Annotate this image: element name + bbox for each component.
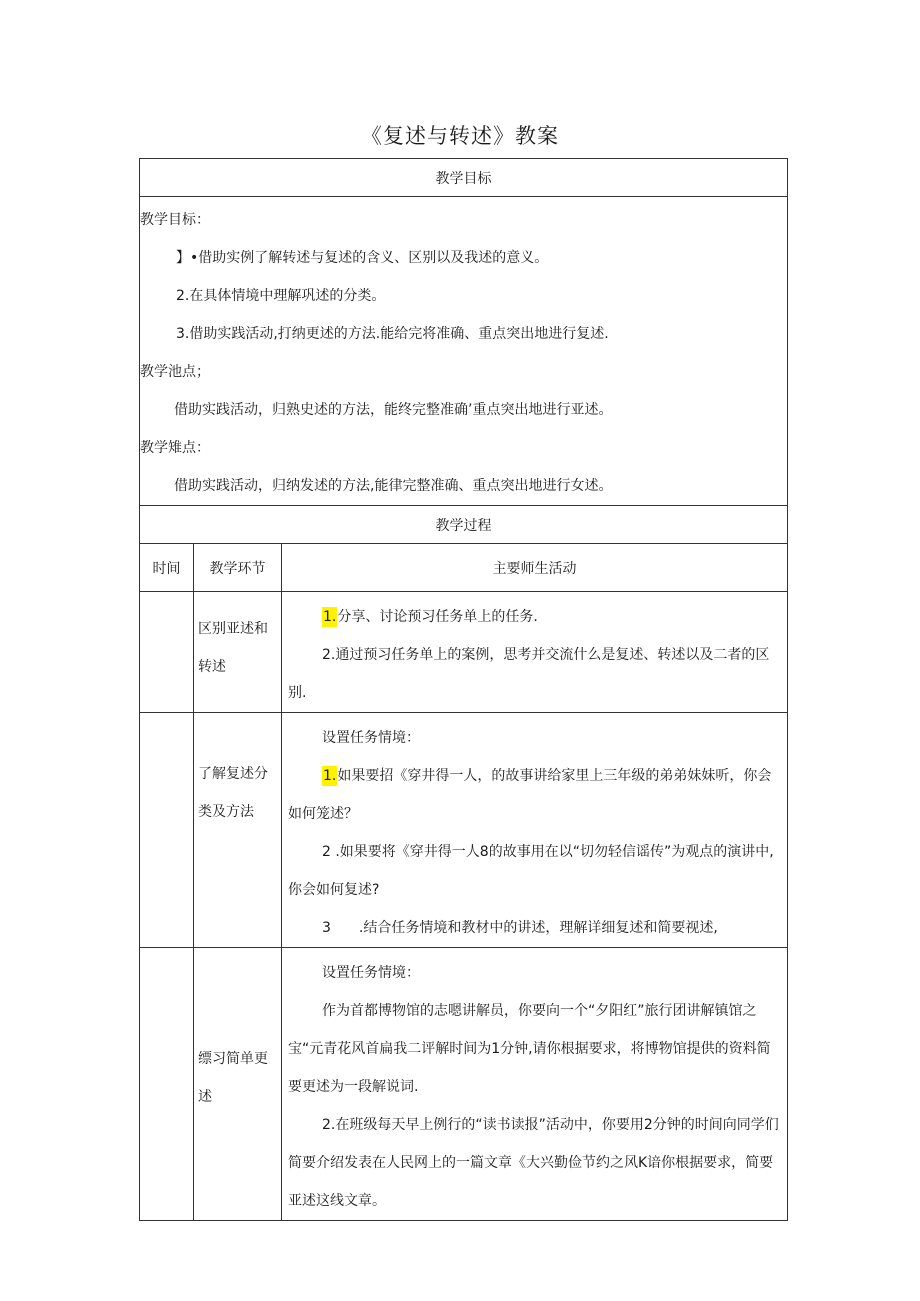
column-header-activities: 主要师生活动 (282, 544, 788, 592)
section-name: 缥习简单更述 (198, 1051, 268, 1105)
section-cell (194, 592, 282, 713)
table-row (140, 592, 788, 713)
objective-item-2: 2.在具体情境中理解巩述的分类。 (176, 288, 386, 304)
activities-cell (282, 713, 788, 948)
activity-text: 分享、讨论预习任务单上的任务. (337, 609, 538, 625)
objectives-cell (140, 197, 788, 506)
activity-text: 2.在班级每天早上例行的“读书读报”活动中，你要用2分钟的时间向同学们简要介绍发表在人民网上的一篇文章《大兴勤俭节约之风K谙你根据要求，简要亚述这线文章。 (288, 1117, 779, 1209)
activity-text: 2 .如果要将《穿井得一人8的故事用在以“切勿轻信谣传”为观点的演讲中,你会如何复述? (288, 844, 774, 898)
activities-cell (282, 592, 788, 713)
activity-line (288, 598, 781, 636)
objective-item-1: 】•借助实例了解转述与复述的含义、区别以及我述的意义。 (176, 250, 549, 266)
table-row (140, 948, 788, 1221)
objective-item-3: 3.借助实践活动,打纳更述的方法.能给完将准确、重点突出地进行复述. (176, 326, 609, 342)
activity-text: 设置任务情境： (322, 730, 420, 746)
activity-text: 如果要招《穿井得一人，的故事讲给家里上三年级的弟弟妹妹听，你会如何笼述？ (288, 768, 772, 822)
activity-text: 3 .结合任务情境和教材中的讲述，理解详细复述和简要视述, (322, 920, 718, 936)
key-points-text: 借助实践活动，归熟史述的方法，能终完整准确’重点突出地进行亚述。 (174, 402, 613, 418)
difficulty-text: 借助实践活动，归纳发述的方法,能律完整准确、重点突出地进行女述。 (174, 478, 613, 494)
activity-text: 设置任务情境： (322, 965, 420, 981)
activities-cell (282, 948, 788, 1221)
time-cell (140, 592, 194, 713)
objectives-header: 教学目标 (140, 159, 788, 197)
document-title: 《复述与转述》教案 (361, 124, 559, 148)
time-cell (140, 713, 194, 948)
section-name: 区别亚述和转述 (198, 621, 268, 675)
column-header-time: 时间 (140, 544, 194, 592)
time-cell (140, 948, 194, 1221)
objectives-label: 教学目标： (140, 212, 210, 228)
activity-text: 作为首都博物馆的志嗯讲解员，你要向一个“夕阳红”旅行团讲解镇馆之宝“元青花风首扁我二评解时间为1分钟,请你根据要求，将博物馆提供的资料简要更述为一段解说词. (288, 1003, 771, 1095)
section-name: 了解复述分类及方法 (198, 766, 268, 820)
highlighted-number: 1. (323, 768, 337, 784)
activity-text: 2.通过预习任务单上的案例，思考并交流什么是复述、转述以及二者的区别. (288, 647, 770, 701)
section-cell (194, 713, 282, 948)
difficulty-label: 教学雉点： (140, 440, 210, 456)
lesson-plan-table (139, 158, 788, 1221)
highlighted-number: 1. (323, 609, 337, 625)
table-row (140, 713, 788, 948)
section-cell (194, 948, 282, 1221)
column-header-section: 教学环节 (194, 544, 282, 592)
key-points-label: 教学池点； (140, 364, 210, 380)
process-header: 教学过程 (140, 506, 788, 544)
activity-line (288, 757, 781, 833)
